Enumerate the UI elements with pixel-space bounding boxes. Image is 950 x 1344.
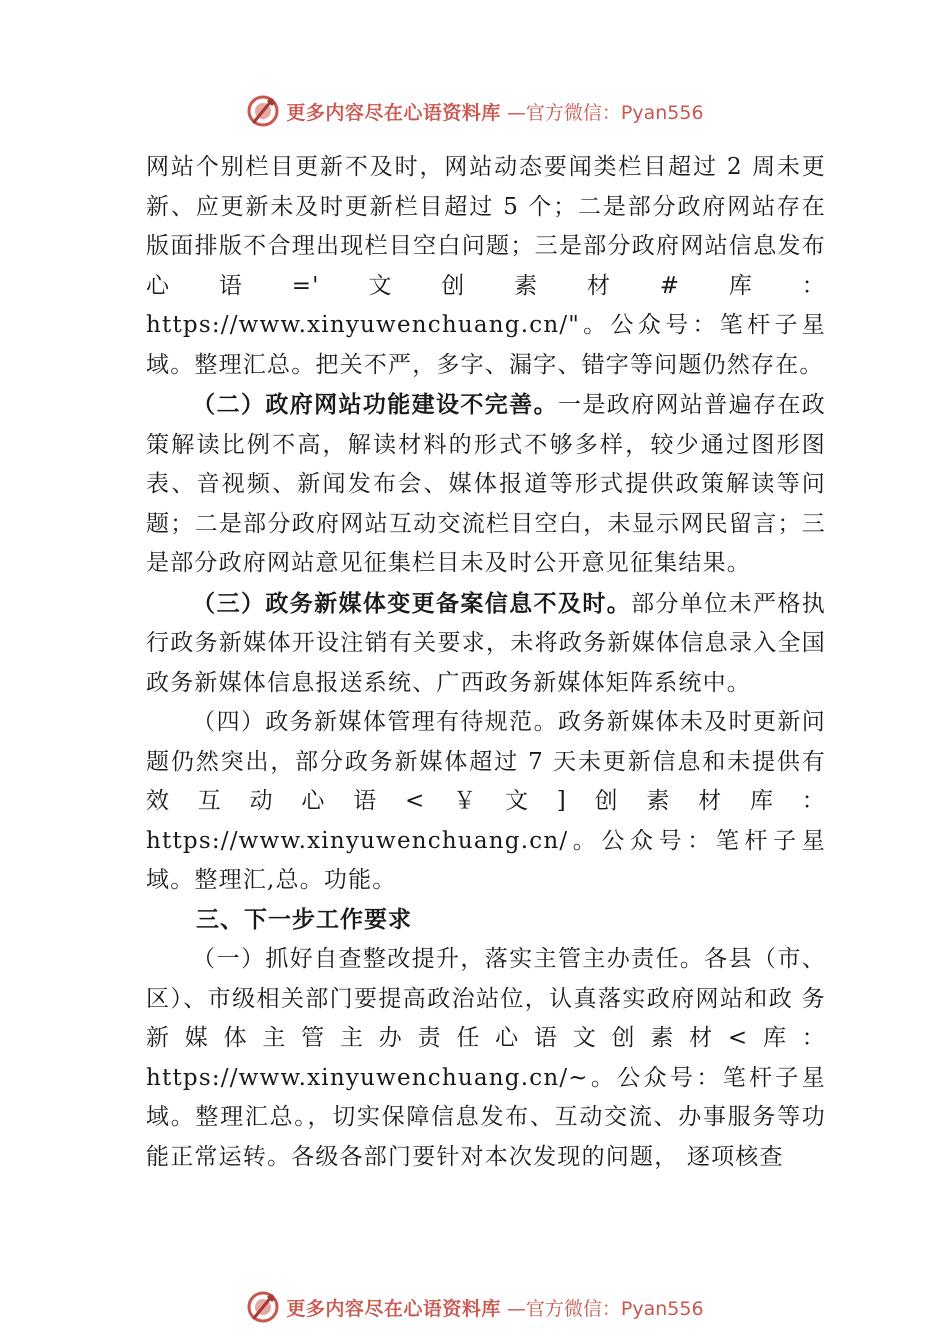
banner-wechat-text: —官方微信：Pyan556 bbox=[506, 101, 704, 124]
pen-seal-logo-icon bbox=[246, 1290, 280, 1324]
paragraph-1-text: 网站个别栏目更新不及时，网站动态要闻类栏目超过 2 周未更新、应更新未及时更新栏目超过 5 个；二是部分政府网站存在版面排版不合理出现栏目空白问题；三是部分政府网站信息发布心语='文创素材#库：https://www.xinyuwenchuang.cn/"。公众号：笔杆子星域。整理汇总。把关不严，多字、漏字、错字等问题仍然存在。 bbox=[146, 154, 826, 378]
paragraph-2-text: 一是政府网站普遍存在政策解读比例不高，解读材料的形式不够多样，较少通过图形图表、音视频、新闻发布会、媒体报道等形式提供政策解读等问题；二是部分政府网站互动交流栏目空白，未显示网民留言；三是部分政府网站意见征集栏目未及时公开意见征集结果。 bbox=[146, 392, 826, 576]
paragraph-5-text: （一）抓好自查整改提升，落实主管主办责任。各县（市、区）、市级相关部门要提高政治站位，认真落实政府网站和政 务新媒体主管主办责任心语文创素材<库：https://www.xinyuwenchuang.cn/~。公众号：笔杆子星域。整理汇总。，切实保障信息发布、互动交流、办事服务等功能正常运转。各级各部门要针对本次发现的问题， 逐项核查 bbox=[146, 946, 826, 1170]
footer-banner bbox=[0, 1290, 950, 1324]
paragraph-2 bbox=[146, 385, 826, 584]
section-heading: 三、下一步工作要求 bbox=[196, 906, 412, 933]
paragraph-1 bbox=[146, 148, 826, 385]
header-banner bbox=[0, 94, 950, 128]
paragraph-4-text: （四）政务新媒体管理有待规范。政务新媒体未及时更新问题仍然突出，部分政务新媒体超过 7 天未更新信息和未提供有效互动心语<￥文]创素材库：https://www.xinyuwenchuang.cn/。公众号：笔杆子星域。整理汇,总。功能。 bbox=[146, 709, 826, 893]
paragraph-4 bbox=[146, 703, 826, 901]
paragraph-5 bbox=[146, 940, 826, 1177]
pen-seal-logo-icon bbox=[246, 94, 280, 128]
footer-site-text: 更多内容尽在心语资料库 bbox=[286, 1297, 501, 1320]
paragraph-3-lead: （三）政务新媒体变更备案信息不及时。 bbox=[192, 589, 632, 617]
paragraph-3-text: 部分单位未严格执行政务新媒体开设注销有关要求，未将政务新媒体信息录入全国政务新媒体信息报送系统、广西政务新媒体矩阵系统中。 bbox=[146, 590, 826, 696]
banner-site-text: 更多内容尽在心语资料库 bbox=[286, 101, 501, 124]
footer-wechat-text: —官方微信：Pyan556 bbox=[506, 1297, 704, 1320]
paragraph-2-lead: （二）政府网站功能建设不完善。 bbox=[192, 391, 558, 418]
paragraph-3 bbox=[146, 584, 826, 704]
document-body bbox=[146, 148, 826, 1177]
